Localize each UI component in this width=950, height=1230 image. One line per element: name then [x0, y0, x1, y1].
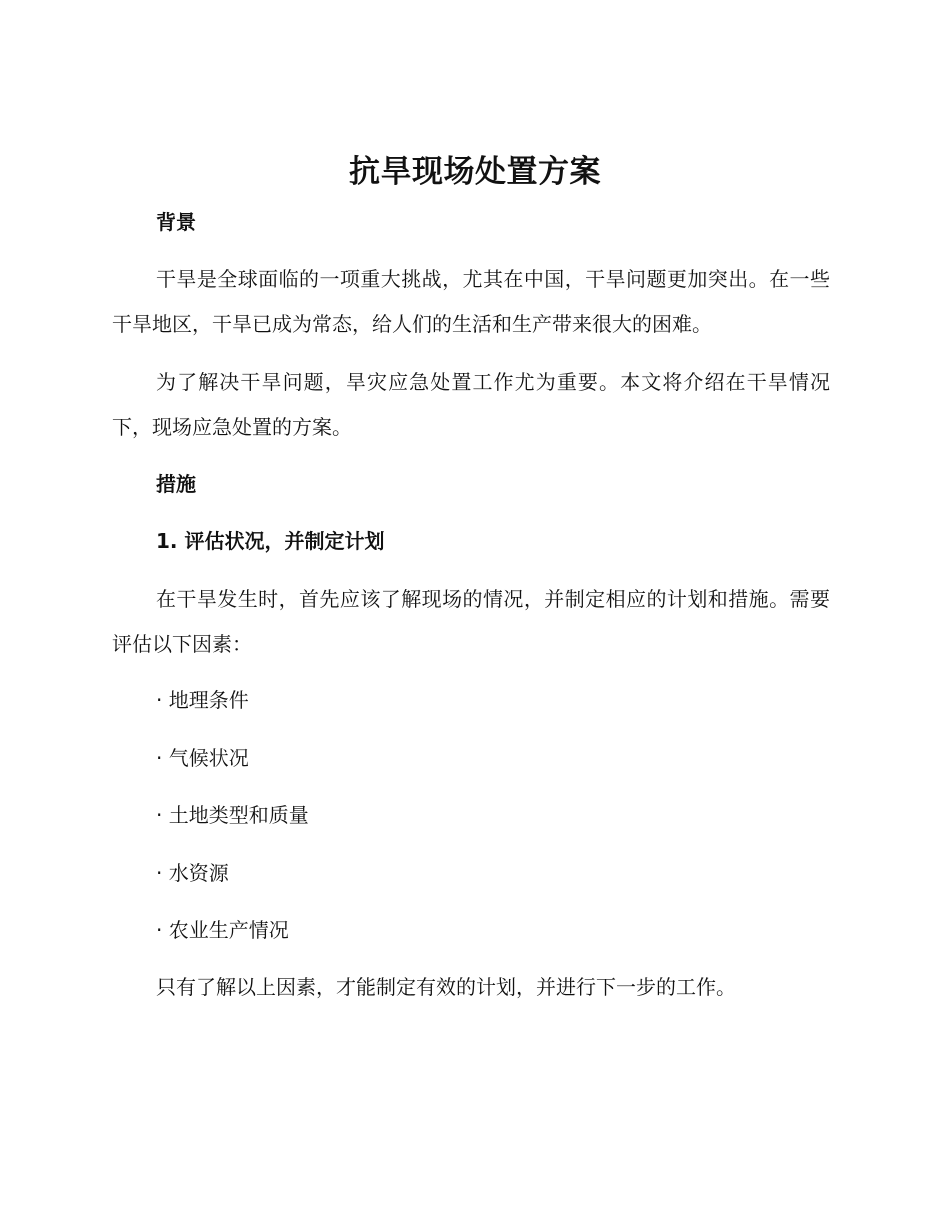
list-item: · 气候状况 [156, 746, 249, 770]
list-item: · 土地类型和质量 [156, 803, 309, 827]
list-item: · 水资源 [156, 861, 229, 885]
background-paragraph-2: 为了解决干旱问题，旱灾应急处置工作尤为重要。本文将介绍在干旱情况下，现场应急处置的方案。 [112, 370, 830, 439]
page-title: 抗旱现场处置方案 [349, 154, 601, 190]
background-paragraph-1: 干旱是全球面临的一项重大挑战，尤其在中国，干旱问题更加突出。在一些干旱地区，干旱已成为常态，给人们的生活和生产带来很大的困难。 [112, 267, 830, 336]
section-heading-background: 背景 [156, 210, 196, 234]
section-heading-measures: 措施 [156, 472, 196, 496]
measures-paragraph-1: 在干旱发生时，首先应该了解现场的情况，并制定相应的计划和措施。需要评估以下因素： [112, 587, 830, 656]
list-item: · 农业生产情况 [156, 918, 289, 942]
measures-paragraph-2: 只有了解以上因素，才能制定有效的计划，并进行下一步的工作。 [156, 975, 736, 999]
list-item: · 地理条件 [156, 688, 249, 712]
subsection-heading-1: 1. 评估状况，并制定计划 [156, 529, 385, 553]
